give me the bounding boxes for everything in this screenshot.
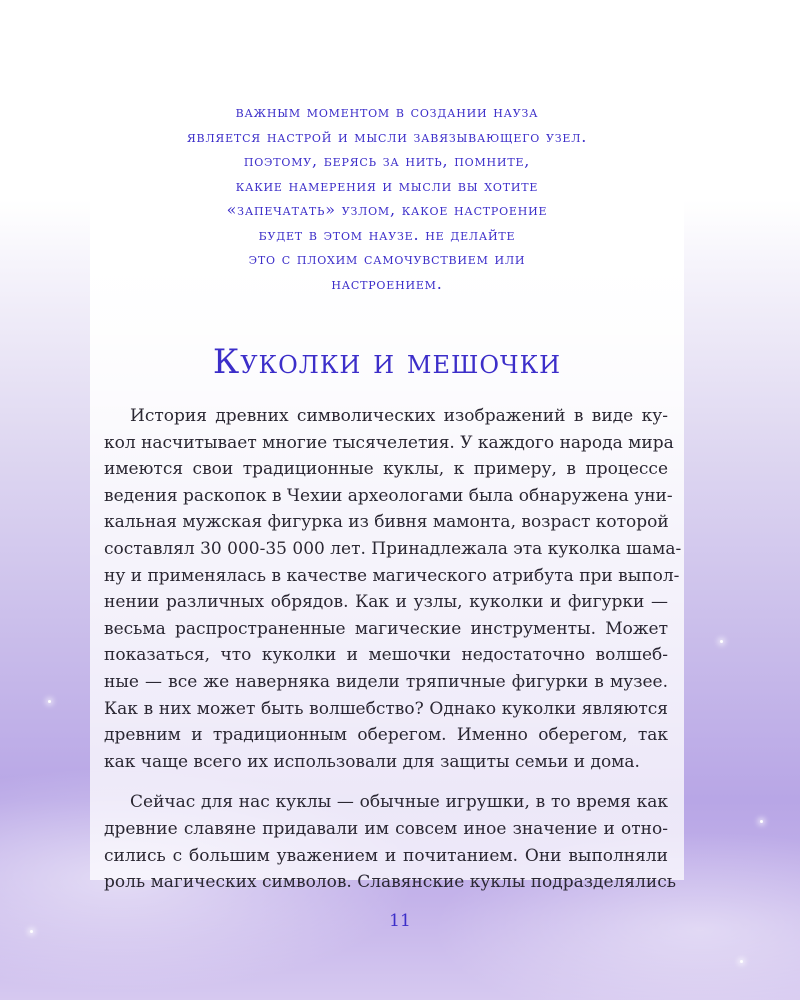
intro-line: поэтому, берясь за нить, помните, <box>243 151 531 170</box>
text-line: имеются свои традиционные куклы, к примеру, в процессе <box>104 459 668 480</box>
text-line: ные — все же наверняка видели тряпичные фигурки в музее. <box>104 671 668 692</box>
intro-line: является настрой и мысли завязывающего узел. <box>186 126 588 146</box>
text-line: История древних символических изображений в виде ку- <box>130 406 668 426</box>
intro-line: будет в этом наузе. не делайте <box>258 224 516 244</box>
text-line: весьма распространенные магические инструменты. Может <box>104 618 668 639</box>
intro-line: «запечатать» узлом, какое настроение <box>226 200 548 219</box>
sparkle <box>740 960 743 963</box>
intro-line: какие намерения и мысли вы хотите <box>235 175 539 195</box>
sparkle <box>48 700 51 703</box>
paragraph <box>104 403 682 775</box>
section-title: Куколки и мешочки <box>212 342 562 382</box>
sparkle <box>760 820 763 823</box>
text-line: Как в них может быть волшебство? Однако куколки являются <box>104 698 668 719</box>
text-line: кальная мужская фигурка из бивня мамонта, возраст которой <box>104 512 669 533</box>
text-line: Сейчас для нас куклы — обычные игрушки, в то время как <box>130 792 668 813</box>
sparkle <box>720 640 723 643</box>
intro-line: настроением. <box>331 273 443 293</box>
intro-line: важным моментом в создании науза <box>235 102 539 121</box>
text-line: нении различных обрядов. Как и узлы, куколки и фигурки — <box>104 592 668 613</box>
text-line: древние славяне придавали им совсем иное значение и отно- <box>104 818 668 839</box>
text-line: кол насчитывает многие тысячелетия. У каждого народа мира <box>104 432 674 453</box>
body-text <box>104 403 682 896</box>
paragraph-gap <box>104 775 668 789</box>
text-line: древним и традиционным оберегом. Именно оберегом, так <box>104 725 668 746</box>
text-line: как чаще всего их использовали для защиты семьи и дома. <box>104 751 640 772</box>
text-line: сились с большим уважением и почитанием. Они выполняли <box>104 845 668 866</box>
text-line: показаться, что куколки и мешочки недостаточно волшеб- <box>104 645 668 666</box>
text-line: роль магических символов. Славянские куклы подразделялись <box>104 872 677 893</box>
page-number: 11 <box>389 911 411 931</box>
text-line: составлял 30 000-35 000 лет. Принадлежала эта куколка шама- <box>104 538 682 559</box>
paragraph <box>104 789 677 895</box>
text-line: ведения раскопок в Чехии археологами была обнаружена уни- <box>104 485 673 506</box>
intro-callout <box>90 100 684 296</box>
text-line: ну и применялась в качестве магического атрибута при выпол- <box>104 565 680 586</box>
intro-line: это с плохим самочувствием или <box>248 249 526 268</box>
